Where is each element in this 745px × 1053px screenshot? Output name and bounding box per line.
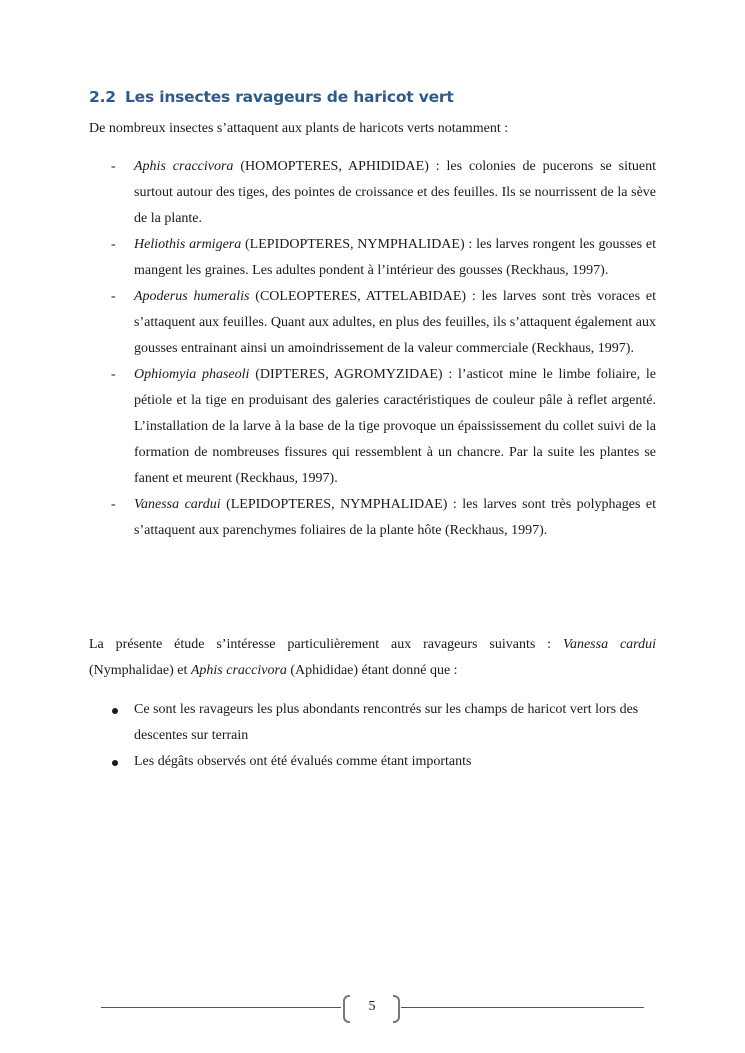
section-number: 2.2 bbox=[89, 88, 116, 106]
pest-item bbox=[89, 362, 656, 492]
reason-item bbox=[89, 697, 656, 749]
pest-description: (LEPIDOPTERES, NYMPHALIDAE) : les larves rongent les gousses et mangent les graines. Les adultes pondent à l’intérieur des gousses (Reckhaus, 1997). bbox=[134, 237, 656, 278]
footer-rule-left bbox=[101, 1007, 341, 1008]
pest-description: (COLEOPTERES, ATTELABIDAE) : les larves sont très voraces et s’attaquent aux feuilles. Quant aux adultes, en plus des feuilles, ils s’attaquent également aux gousses entrainant ainsi un amoindrissement de la valeur commerciale (Reckhaus, 1997). bbox=[134, 289, 656, 356]
pest-item bbox=[89, 284, 656, 362]
section-heading bbox=[89, 88, 454, 106]
bullet-dot-icon bbox=[112, 708, 118, 714]
pest-species: Ophiomyia phaseoli bbox=[134, 367, 250, 382]
focus-text: (Aphididae) étant donné que : bbox=[286, 663, 458, 678]
footer-rule-right bbox=[401, 1007, 644, 1008]
reason-text: Ce sont les ravageurs les plus abondants rencontrés sur les champs de haricot vert lors des descentes sur terrain bbox=[134, 702, 639, 743]
pest-item bbox=[89, 492, 656, 544]
focus-paragraph bbox=[89, 632, 656, 684]
pest-item bbox=[89, 232, 656, 284]
dash-marker: - bbox=[111, 159, 116, 174]
dash-marker: - bbox=[111, 289, 116, 304]
focus-text: (Nymphalidae) et bbox=[89, 663, 191, 678]
section-title: Les insectes ravageurs de haricot vert bbox=[125, 88, 454, 106]
reason-text: Les dégâts observés ont été évalués comme étant importants bbox=[134, 754, 472, 769]
reasons-list bbox=[89, 697, 656, 775]
focus-text: La présente étude s’intéresse particulièrement aux ravageurs suivants : bbox=[89, 637, 563, 652]
page-number: 5 bbox=[368, 999, 376, 1014]
dash-marker: - bbox=[111, 367, 116, 382]
right-bracket-icon bbox=[393, 995, 400, 1023]
pest-description: (DIPTERES, AGROMYZIDAE) : l’asticot mine le limbe foliaire, le pétiole et la tige en produisant des galeries caractéristiques de couleur pâle à reflet argenté. L’installation de la larve à la base de la tige provoque un épaississement du collet suivi de la formation de nombreuses fissures qui ressemblent à un chancre. Par la suite les plantes se fanent et meurent (Reckhaus, 1997). bbox=[134, 367, 657, 486]
pest-species: Apoderus humeralis bbox=[134, 289, 250, 304]
left-bracket-icon bbox=[343, 995, 350, 1023]
pest-item bbox=[89, 154, 656, 232]
dash-marker: - bbox=[111, 237, 116, 252]
dash-marker: - bbox=[111, 497, 116, 512]
pest-description: (LEPIDOPTERES, NYMPHALIDAE) : les larves sont très polyphages et s’attaquent aux parenchymes foliaires de la plante hôte (Reckhaus, 1997). bbox=[134, 497, 656, 538]
focus-species: Aphis craccivora bbox=[190, 663, 287, 678]
pest-description: (HOMOPTERES, APHIDIDAE) : les colonies de pucerons se situent surtout autour des tiges, des pointes de croissance et des feuilles. Ils se nourrissent de la sève de la plante. bbox=[134, 159, 657, 226]
intro-paragraph: De nombreux insectes s’attaquent aux plants de haricots verts notamment : bbox=[89, 121, 509, 136]
pest-species: Aphis craccivora bbox=[134, 159, 234, 174]
pest-list bbox=[89, 154, 656, 544]
reason-item bbox=[89, 749, 656, 775]
focus-species: Vanessa cardui bbox=[562, 637, 657, 652]
pest-species: Vanessa cardui bbox=[134, 497, 221, 512]
bullet-dot-icon bbox=[112, 760, 118, 766]
pest-species: Heliothis armigera bbox=[134, 237, 242, 252]
